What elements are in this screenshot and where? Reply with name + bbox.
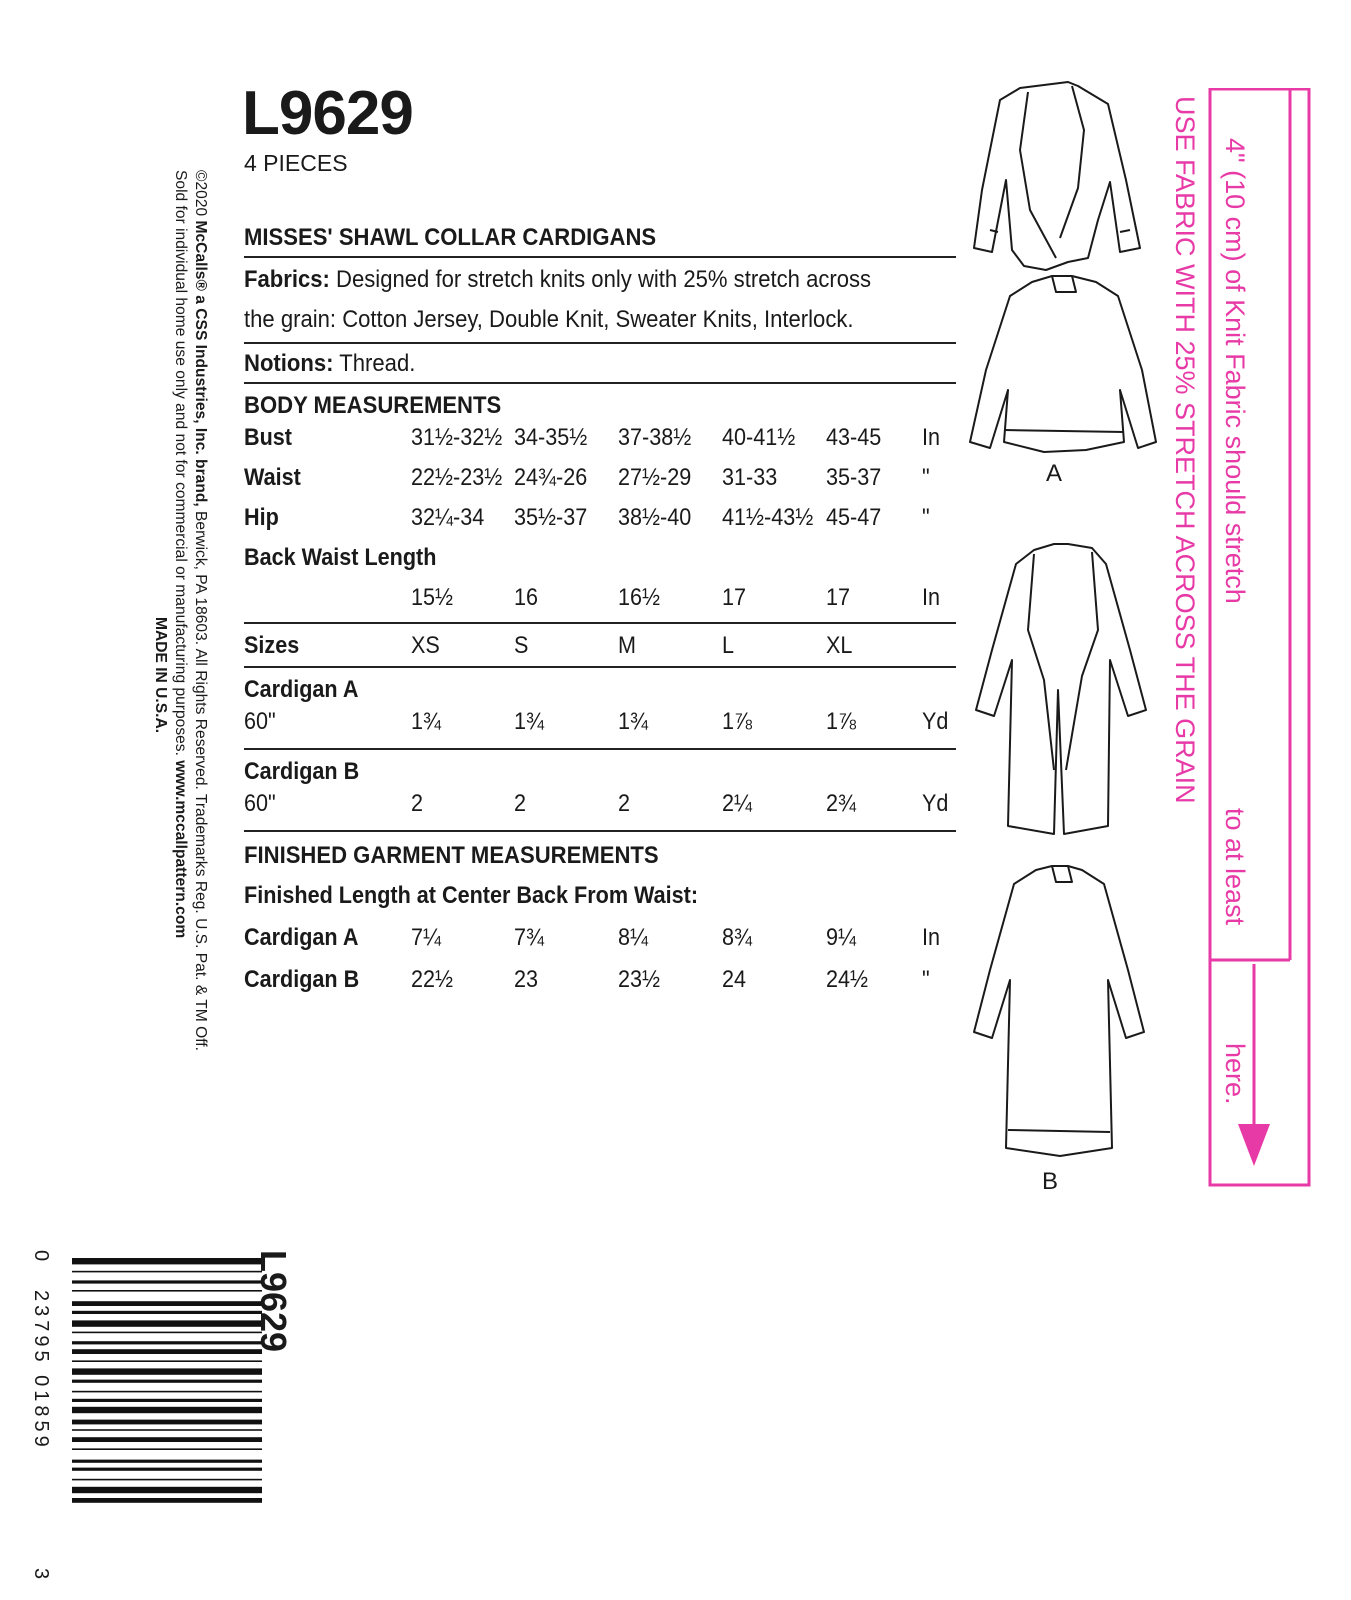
back-waist-value: 17 bbox=[722, 584, 747, 611]
finished-unit: In bbox=[922, 924, 941, 951]
barcode-digits: 23795 01859 bbox=[30, 1290, 52, 1451]
finished-value: 23 bbox=[514, 966, 539, 993]
pieces-count: 4 PIECES bbox=[244, 150, 348, 176]
yardage-value: 1¾ bbox=[514, 708, 545, 735]
back-waist-value: 16 bbox=[514, 584, 539, 611]
measurement-value: 43-45 bbox=[826, 424, 882, 451]
yardage-value: 1¾ bbox=[411, 708, 442, 735]
yardage-view-label: Cardigan A bbox=[244, 676, 359, 703]
finished-value: 24½ bbox=[826, 966, 869, 993]
measurement-row bbox=[244, 504, 956, 544]
sizes-row bbox=[244, 624, 956, 668]
body-measurements-heading: BODY MEASUREMENTS bbox=[244, 392, 502, 419]
back-waist-unit: In bbox=[922, 584, 941, 611]
sizes-label: Sizes bbox=[244, 632, 300, 659]
barcode-digit-left: 0 bbox=[30, 1250, 52, 1262]
view-b-label: B bbox=[1042, 1168, 1059, 1195]
stretch-gauge-line-2: USE FABRIC WITH 25% STRETCH ACROSS THE GRAIN bbox=[1170, 96, 1200, 804]
yardage-value: 2¾ bbox=[826, 790, 857, 817]
yardage-row bbox=[244, 790, 956, 832]
finished-subheading-row bbox=[244, 876, 956, 918]
size-xl: XL bbox=[826, 632, 853, 659]
cardigan-a-back-illustration bbox=[970, 276, 1156, 452]
view-a-label: A bbox=[1046, 460, 1063, 487]
yardage-value: 1⅞ bbox=[826, 708, 857, 735]
finished-label: Cardigan B bbox=[244, 966, 360, 993]
product-title-row bbox=[244, 224, 956, 258]
measurement-value: 35-37 bbox=[826, 464, 882, 491]
stretch-gauge-line-1: 4" (10 cm) of Knit Fabric should stretch bbox=[1220, 138, 1250, 604]
yardage-value: 2 bbox=[514, 790, 527, 817]
fabrics-section bbox=[244, 258, 956, 344]
copyright-line-1: ©2020 McCalls® a CSS Industries, Inc. brand, Berwick, PA 18603. All Rights Reserved. Trademarks Reg. U.S. Pat. & TM Off. bbox=[192, 170, 209, 1051]
measurement-value: 32¼-34 bbox=[411, 504, 485, 531]
measurement-value: 31½-32½ bbox=[411, 424, 503, 451]
measurement-value: 34-35½ bbox=[514, 424, 588, 451]
made-in-label: MADE IN U.S.A. bbox=[152, 616, 169, 734]
measurement-row bbox=[244, 424, 956, 464]
measurement-value: 24¾-26 bbox=[514, 464, 588, 491]
stretch-gauge-frame bbox=[1192, 88, 1312, 1198]
measurement-unit: " bbox=[922, 464, 930, 491]
size-s: S bbox=[514, 632, 529, 659]
envelope-info bbox=[244, 224, 956, 1002]
yardage-table bbox=[244, 668, 956, 832]
stretch-gauge-here: here. bbox=[1220, 1043, 1250, 1105]
measurement-unit: " bbox=[922, 504, 930, 531]
finished-value: 24 bbox=[722, 966, 747, 993]
measurement-value: 22½-23½ bbox=[411, 464, 503, 491]
finished-row bbox=[244, 960, 956, 1002]
finished-value: 7¼ bbox=[411, 924, 442, 951]
measurement-value: 37-38½ bbox=[618, 424, 692, 451]
finished-subheading: Finished Length at Center Back From Waist: bbox=[244, 882, 699, 909]
back-waist-value: 17 bbox=[826, 584, 851, 611]
finished-value: 23½ bbox=[618, 966, 661, 993]
yardage-unit: Yd bbox=[922, 708, 949, 735]
yardage-value: 2 bbox=[618, 790, 631, 817]
yardage-value: 2¼ bbox=[722, 790, 753, 817]
yardage-view-row bbox=[244, 668, 956, 708]
notions-text: Notions: Thread. bbox=[244, 350, 416, 377]
barcode-digit-right: 3 bbox=[30, 1568, 52, 1580]
measurement-label: Hip bbox=[244, 504, 279, 531]
fabrics-line-2: the grain: Cotton Jersey, Double Knit, Sweater Knits, Interlock. bbox=[244, 306, 854, 333]
yardage-value: 2 bbox=[411, 790, 424, 817]
finished-heading: FINISHED GARMENT MEASUREMENTS bbox=[244, 842, 659, 869]
measurement-value: 27½-29 bbox=[618, 464, 692, 491]
back-waist-value: 15½ bbox=[411, 584, 454, 611]
yardage-view-label: Cardigan B bbox=[244, 758, 360, 785]
notions-section bbox=[244, 344, 956, 384]
finished-label: Cardigan A bbox=[244, 924, 359, 951]
back-waist-label: Back Waist Length bbox=[244, 544, 437, 571]
cardigan-b-front-illustration bbox=[976, 544, 1146, 834]
stretch-gauge bbox=[1170, 88, 1312, 1198]
measurement-value: 38½-40 bbox=[618, 504, 692, 531]
finished-value: 8¾ bbox=[722, 924, 753, 951]
yardage-row bbox=[244, 708, 956, 750]
measurement-label: Waist bbox=[244, 464, 301, 491]
yardage-value: 1⅞ bbox=[722, 708, 753, 735]
yardage-value: 1¾ bbox=[618, 708, 649, 735]
measurement-row bbox=[244, 464, 956, 504]
measurement-value: 41½-43½ bbox=[722, 504, 814, 531]
measurement-value: 31-33 bbox=[722, 464, 778, 491]
barcode-side-label: L9629 bbox=[253, 1250, 294, 1353]
measurement-unit: In bbox=[922, 424, 941, 451]
finished-value: 8¼ bbox=[618, 924, 649, 951]
copyright-line-2: Sold for individual home use only and not for commercial or manufacturing purposes. www.mccallpattern.com bbox=[172, 170, 189, 939]
finished-table bbox=[244, 918, 956, 1002]
size-l: L bbox=[722, 632, 735, 659]
body-measurements-heading-row bbox=[244, 384, 956, 424]
size-m: M bbox=[618, 632, 636, 659]
garment-illustrations bbox=[960, 70, 1180, 1210]
body-measurements-table bbox=[244, 424, 956, 544]
product-title: MISSES' SHAWL COLLAR CARDIGANS bbox=[244, 224, 657, 251]
yardage-view-row bbox=[244, 750, 956, 790]
measurement-value: 40-41½ bbox=[722, 424, 796, 451]
back-waist-label-row bbox=[244, 544, 956, 584]
stretch-gauge-to-at-least: to at least bbox=[1220, 808, 1250, 926]
measurement-label: Bust bbox=[244, 424, 293, 451]
pattern-number: L9629 bbox=[242, 79, 413, 148]
cardigan-b-back-illustration bbox=[974, 866, 1144, 1156]
fabric-width: 60" bbox=[244, 790, 276, 817]
cardigan-a-front-illustration bbox=[974, 82, 1140, 270]
barcode-area bbox=[28, 1250, 308, 1590]
fabrics-line-1: Fabrics: Designed for stretch knits only with 25% stretch across bbox=[244, 266, 872, 293]
finished-row bbox=[244, 918, 956, 960]
size-xs: XS bbox=[411, 632, 440, 659]
finished-value: 7¾ bbox=[514, 924, 545, 951]
back-waist-row bbox=[244, 584, 956, 624]
copyright-block bbox=[100, 170, 210, 1180]
finished-value: 22½ bbox=[411, 966, 454, 993]
fabric-width: 60" bbox=[244, 708, 276, 735]
yardage-unit: Yd bbox=[922, 790, 949, 817]
finished-heading-row bbox=[244, 832, 956, 876]
measurement-value: 35½-37 bbox=[514, 504, 588, 531]
finished-value: 9¼ bbox=[826, 924, 857, 951]
measurement-value: 45-47 bbox=[826, 504, 882, 531]
back-waist-value: 16½ bbox=[618, 584, 661, 611]
finished-unit: " bbox=[922, 966, 930, 993]
